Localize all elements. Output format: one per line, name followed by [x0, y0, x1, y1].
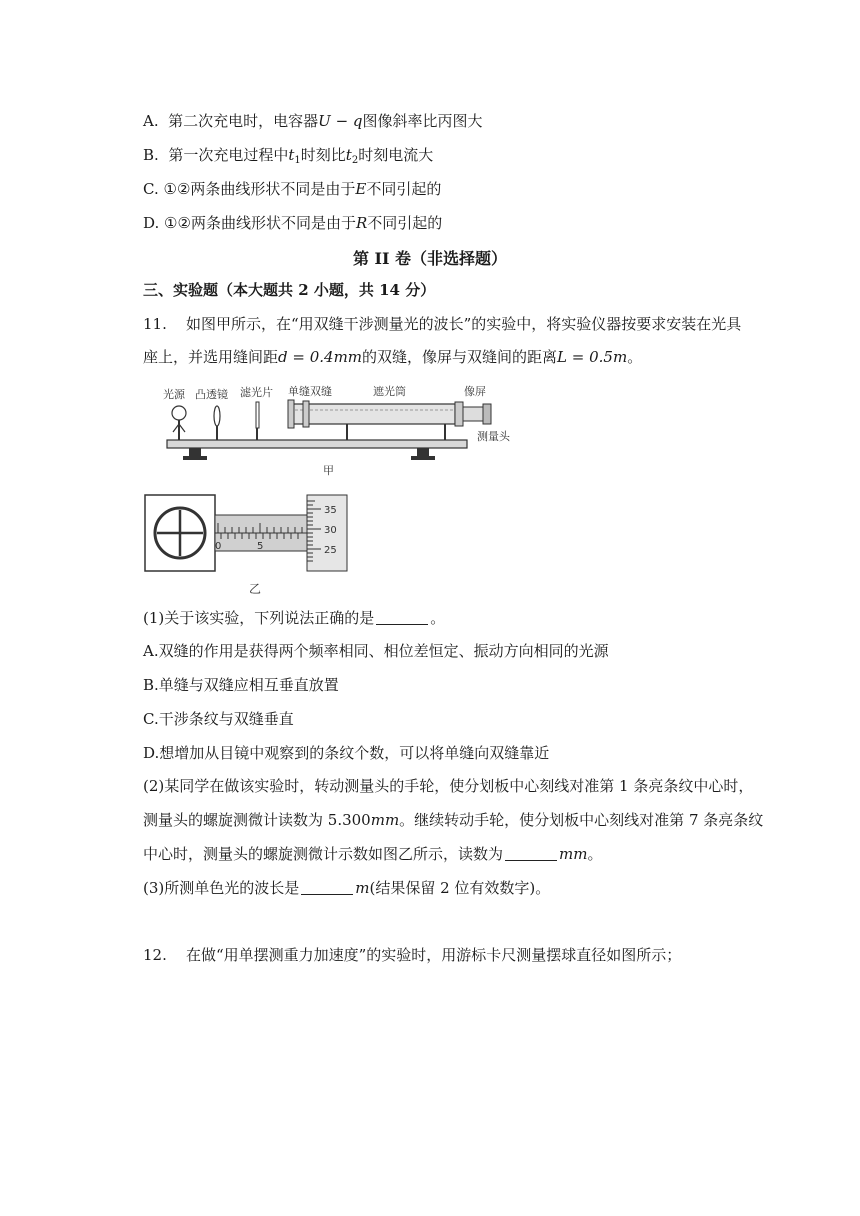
option-d: D. ①②两条曲线形状不同是由于R不同引起的	[143, 214, 443, 232]
part-title: 三、实验题（本大题共 2 小题，共 14 分）	[143, 281, 436, 299]
q11-choice-d: D.想增加从目镜中观察到的条纹个数，可以将单缝向双缝靠近	[143, 744, 550, 762]
figure-yi-caption: 乙	[249, 582, 262, 596]
drum-label-30: 30	[324, 525, 337, 536]
option-a: A. 第二次充电时，电容器U − q图像斜率比丙图大	[143, 112, 483, 130]
drum-label-25: 25	[324, 545, 337, 556]
q11-choice-b: B.单缝与双缝应相互垂直放置	[143, 676, 339, 694]
label-convex-lens: 凸透镜	[195, 388, 228, 401]
drum-label-35: 35	[324, 505, 337, 516]
q11-sub2-line2: 测量头的螺旋测微计读数为 5.300mm。继续转动手轮，使分划板中心刻线对准第 7 条亮条纹	[143, 811, 764, 829]
q11-line1: 11. 如图甲所示，在“用双缝干涉测量光的波长”的实验中，将实验仪器按要求安装在光具	[143, 315, 742, 333]
figure-yi-micrometer	[143, 493, 353, 598]
figure-jia-caption: 甲	[323, 464, 334, 477]
figure-jia-optical-bench	[155, 380, 535, 480]
q11-choice-a: A.双缝的作用是获得两个频率相同、相位差恒定、振动方向相同的光源	[143, 642, 609, 660]
section-title: 第 II 卷（非选择题）	[352, 249, 508, 268]
label-light-source: 光源	[163, 388, 185, 401]
q11-number: 11.	[143, 315, 167, 333]
scale-label-0: 0	[215, 541, 222, 552]
option-c: C. ①②两条曲线形状不同是由于E不同引起的	[143, 180, 442, 198]
answer-blank-3[interactable]	[301, 880, 353, 895]
label-screen: 像屏	[464, 385, 486, 398]
scale-label-5: 5	[257, 541, 264, 552]
answer-blank-1[interactable]	[376, 610, 428, 625]
q11-sub2-line1: (2)某同学在做该实验时，转动测量头的手轮，使分划板中心刻线对准第 1 条亮条纹中心时，	[143, 777, 754, 795]
q11-choice-c: C.干涉条纹与双缝垂直	[143, 710, 294, 728]
q12-line: 12. 在做“用单摆测重力加速度”的实验时，用游标卡尺测量摆球直径如图所示；	[143, 946, 682, 964]
option-b: B. 第一次充电过程中$t_1$时刻比$t_2$时刻电流大	[143, 146, 434, 166]
answer-blank-2[interactable]	[505, 846, 557, 861]
q11-sub1: (1)关于该实验，下列说法正确的是 。	[143, 609, 446, 627]
q11-sub2-line3: 中心时，测量头的螺旋测微计示数如图乙所示，读数为 mm。	[143, 845, 603, 863]
label-measuring-head: 测量头	[477, 430, 510, 443]
label-slits: 单缝双缝	[288, 385, 332, 398]
q11-line2: 座上，并选用缝间距d = 0.4mm的双缝，像屏与双缝间的距离L = 0.5m。	[143, 348, 643, 366]
label-filter: 滤光片	[240, 386, 273, 399]
q11-sub3: (3)所测单色光的波长是 m(结果保留 2 位有效数字)。	[143, 879, 551, 897]
q12-number: 12.	[143, 946, 167, 964]
label-light-tube: 遮光筒	[373, 385, 406, 398]
